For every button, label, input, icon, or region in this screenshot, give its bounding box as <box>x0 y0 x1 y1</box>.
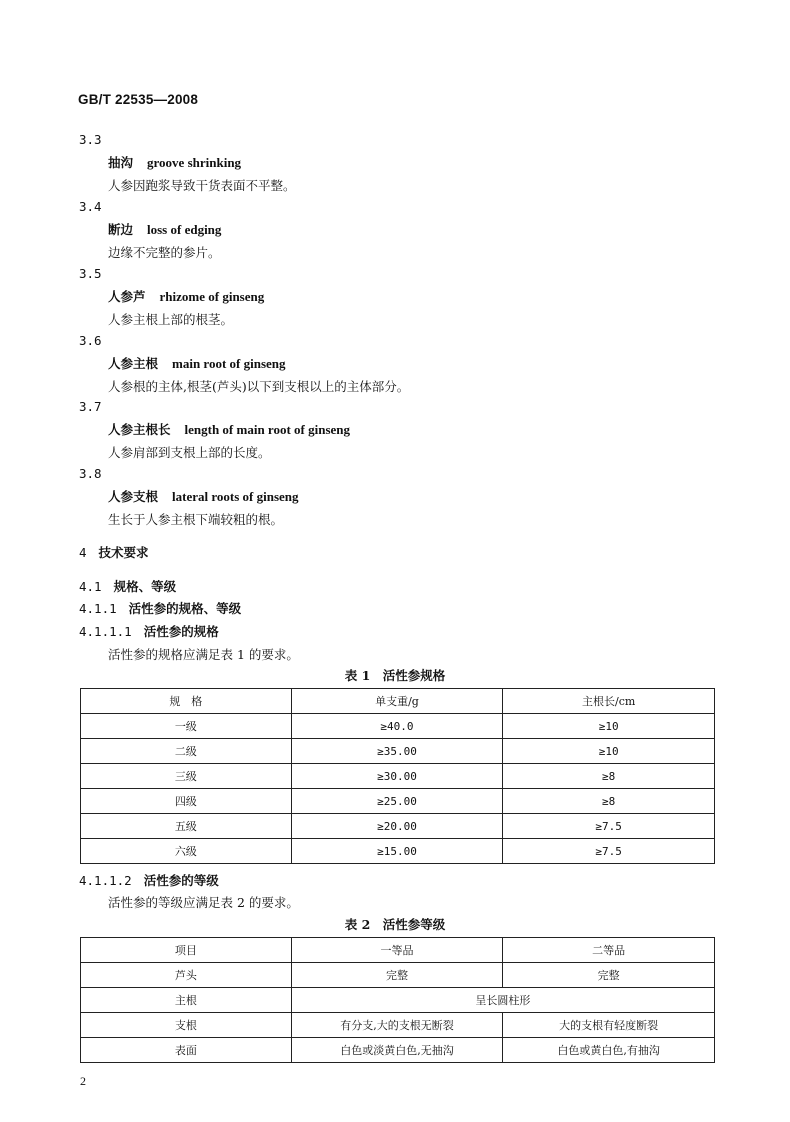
table-cell: 六级 <box>81 839 292 864</box>
term-cn: 断边 <box>108 222 134 237</box>
table-cell: ≥8 <box>503 764 715 789</box>
term-number: 3.6 <box>79 333 102 348</box>
table-cell: 主根 <box>81 988 292 1013</box>
table-row <box>81 764 715 789</box>
table2-caption: 表 2 活性参等级 <box>344 917 446 932</box>
term-number: 3.8 <box>79 466 102 481</box>
term-number: 3.7 <box>79 399 102 414</box>
term-cn: 抽沟 <box>108 155 134 170</box>
table-cell: ≥25.00 <box>291 789 503 814</box>
table-row <box>81 1038 715 1063</box>
table-header-cell: 单支重/g <box>291 689 503 714</box>
table-header-cell: 主根长/cm <box>503 689 715 714</box>
table-cell: 三级 <box>81 764 292 789</box>
subsection-title: 活性参的等级 <box>143 873 219 888</box>
table-cell: 大的支根有轻度断裂 <box>503 1013 715 1038</box>
table1-caption: 表 1 活性参规格 <box>344 668 446 683</box>
table-cell: 完整 <box>503 963 715 988</box>
table-cell: 有分支,大的支根无断裂 <box>291 1013 503 1038</box>
table-cell: ≥7.5 <box>503 839 715 864</box>
table1 <box>80 688 715 864</box>
paragraph: 活性参的等级应满足表 2 的要求。 <box>108 895 299 910</box>
table-cell: 完整 <box>291 963 503 988</box>
table-cell: ≥15.00 <box>291 839 503 864</box>
table-cell: 白色或淡黄白色,无抽沟 <box>291 1038 503 1063</box>
term-cn: 人参主根长 <box>108 422 171 437</box>
term-title <box>108 220 221 238</box>
table-cell-merged: 呈长圆柱形 <box>291 988 714 1013</box>
table-row <box>81 1013 715 1038</box>
term-en: lateral roots of ginseng <box>172 489 299 504</box>
table-row <box>81 988 715 1013</box>
table-cell: 芦头 <box>81 963 292 988</box>
subsection-heading <box>79 622 219 640</box>
table-cell: ≥7.5 <box>503 814 715 839</box>
term-number: 3.3 <box>79 132 102 147</box>
table-cell: ≥10 <box>503 714 715 739</box>
section-heading <box>79 543 149 561</box>
subsection-number: 4.1.1 <box>79 601 117 616</box>
section-number: 4 <box>79 545 87 560</box>
table-cell: ≥40.0 <box>291 714 503 739</box>
table-row <box>81 739 715 764</box>
term-number: 3.4 <box>79 199 102 214</box>
table-cell: ≥8 <box>503 789 715 814</box>
table-row <box>81 789 715 814</box>
table-cell: 四级 <box>81 789 292 814</box>
term-en: main root of ginseng <box>172 356 286 371</box>
term-number: 3.5 <box>79 266 102 281</box>
term-title <box>108 153 241 171</box>
section-title: 技术要求 <box>98 545 149 560</box>
subsection-number: 4.1.1.1 <box>79 624 132 639</box>
table-cell: ≥30.00 <box>291 764 503 789</box>
term-definition: 人参主根上部的根茎。 <box>108 312 234 327</box>
table-cell: 支根 <box>81 1013 292 1038</box>
table-cell: ≥35.00 <box>291 739 503 764</box>
table-cell: ≥20.00 <box>291 814 503 839</box>
term-title <box>108 287 264 305</box>
table-cell: 一级 <box>81 714 292 739</box>
subsection-title: 规格、等级 <box>113 579 177 594</box>
table-header-cell: 二等品 <box>503 938 715 963</box>
subsection-title: 活性参的规格 <box>143 624 219 639</box>
subsection-title: 活性参的规格、等级 <box>128 601 242 616</box>
subsection-heading <box>79 577 176 595</box>
term-definition: 人参根的主体,根茎(芦头)以下到支根以上的主体部分。 <box>108 379 410 394</box>
table-cell: 白色或黄白色,有抽沟 <box>503 1038 715 1063</box>
table-header-row <box>81 689 715 714</box>
subsection-number: 4.1.1.2 <box>79 873 132 888</box>
table-cell: 表面 <box>81 1038 292 1063</box>
standard-number: GB/T 22535—2008 <box>78 92 199 107</box>
page-number: 2 <box>80 1074 86 1088</box>
term-definition: 人参肩部到支根上部的长度。 <box>108 445 271 460</box>
paragraph: 活性参的规格应满足表 1 的要求。 <box>108 647 299 662</box>
term-cn: 人参支根 <box>108 489 159 504</box>
table-header-cell: 一等品 <box>291 938 503 963</box>
term-title <box>108 487 299 505</box>
term-definition: 人参因跑浆导致干货表面不平整。 <box>108 178 296 193</box>
subsection-heading <box>79 599 241 617</box>
term-en: length of main root of ginseng <box>184 422 351 437</box>
table2 <box>80 937 715 1063</box>
term-en: loss of edging <box>147 222 222 237</box>
term-title <box>108 420 350 438</box>
term-definition: 生长于人参主根下端较粗的根。 <box>108 512 284 527</box>
table-row <box>81 814 715 839</box>
term-definition: 边缘不完整的参片。 <box>108 245 221 260</box>
table-cell: 二级 <box>81 739 292 764</box>
term-en: rhizome of ginseng <box>159 289 265 304</box>
subsection-heading <box>79 871 219 889</box>
table-cell: ≥10 <box>503 739 715 764</box>
table-cell: 五级 <box>81 814 292 839</box>
term-en: groove shrinking <box>147 155 242 170</box>
term-cn: 人参芦 <box>108 289 146 304</box>
table-header-row <box>81 938 715 963</box>
subsection-number: 4.1 <box>79 579 102 594</box>
term-title <box>108 354 286 372</box>
table-row <box>81 714 715 739</box>
table-row <box>81 839 715 864</box>
table-header-cell: 规 格 <box>81 689 292 714</box>
table-row <box>81 963 715 988</box>
table-header-cell: 项目 <box>81 938 292 963</box>
term-cn: 人参主根 <box>108 356 159 371</box>
